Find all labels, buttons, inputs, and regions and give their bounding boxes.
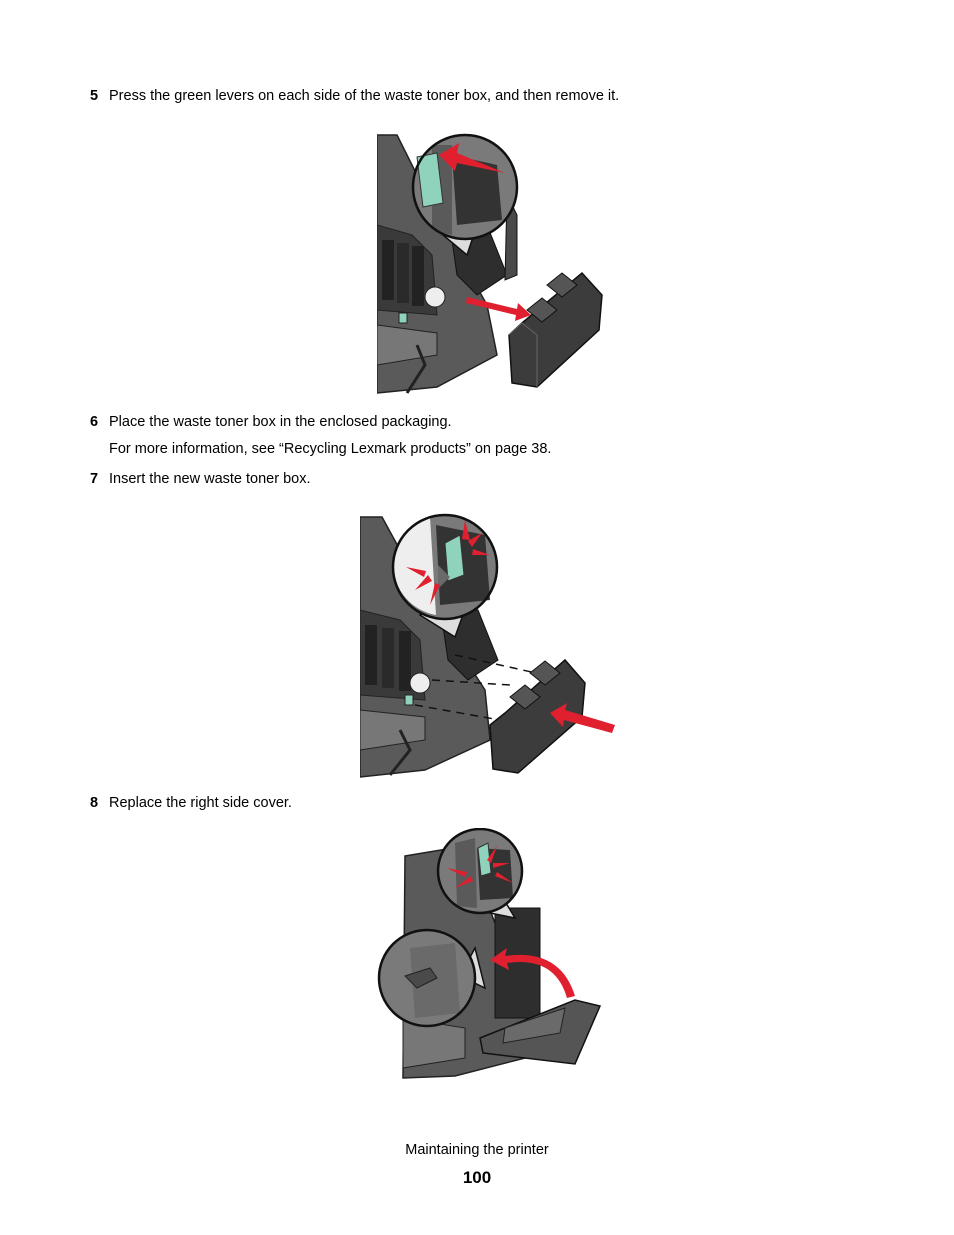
- step-text: Press the green levers on each side of the waste toner box, and then remove it.: [109, 88, 620, 104]
- step-number: 5: [90, 88, 99, 104]
- remove-waste-toner-illustration: [377, 125, 607, 397]
- footer-section-title: Maintaining the printer: [405, 1142, 549, 1158]
- step-number: 7: [90, 471, 99, 487]
- step-text: Insert the new waste toner box.: [109, 471, 311, 487]
- step-6-note: For more information, see “Recycling Lexmark products” on page 38.: [109, 441, 552, 457]
- step-number: 8: [90, 795, 99, 811]
- step-7: [90, 470, 311, 488]
- step-5: [90, 87, 619, 105]
- insert-waste-toner-illustration: [360, 505, 615, 779]
- step-8: [90, 794, 292, 812]
- step-number: 6: [90, 414, 99, 430]
- step-6: [90, 413, 452, 431]
- step-text: Replace the right side cover.: [109, 795, 292, 811]
- replace-side-cover-illustration: [375, 828, 605, 1080]
- page-number: 100: [462, 1168, 492, 1187]
- step-text: Place the waste toner box in the enclosed packaging.: [109, 414, 452, 430]
